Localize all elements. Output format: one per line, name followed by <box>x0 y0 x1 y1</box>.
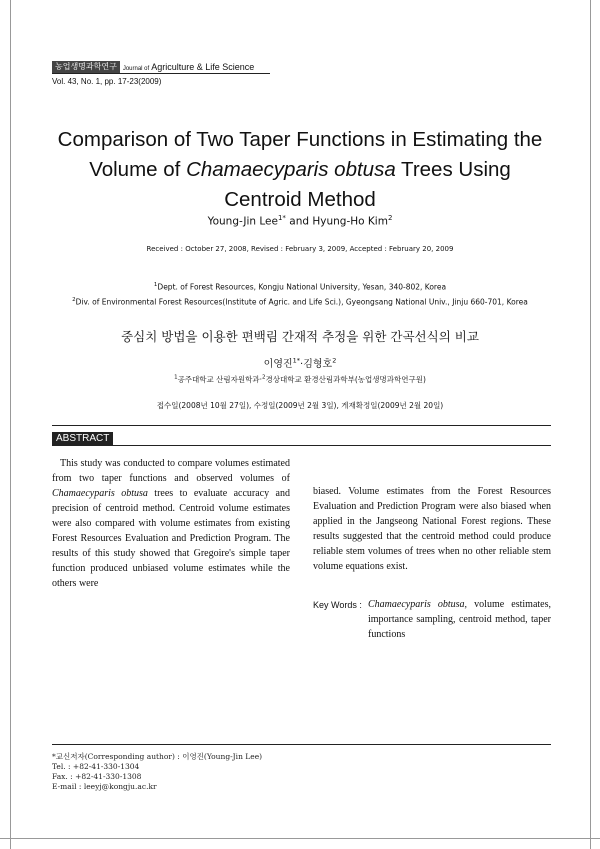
journal-tag: 농업생명과학연구 <box>52 61 120 73</box>
title-line-1: Comparison of Two Taper Functions in Estimating the <box>57 128 543 151</box>
korean-author-2-sup: 2 <box>332 356 337 365</box>
keywords-rest: volume estimates, importance sampling, centroid method, taper functions <box>368 599 551 640</box>
abstract-left-pre: This study was conducted to compare volumes estimated from two taper functions and observed volumes of <box>52 458 290 484</box>
paper-title <box>40 125 560 215</box>
footnote-corresponding: *교신저자(Corresponding author) : 이영진(Young-Jin Lee) <box>52 752 263 761</box>
journal-header <box>52 61 254 73</box>
received-dates: Received : October 27, 2008, Revised : February 3, 2009, Accepted : February 20, 2009 <box>146 245 454 253</box>
abstract-left-post: trees to evaluate accuracy and precision of centroid method. Centroid volume estimates were also compared with volume estimates from existing Forest Resources Evaluation and Prediction Program. The results of this study showed that Gregoire's simple taper function produced unbiased volume estimates while the others were <box>52 488 290 589</box>
affil-1: Dept. of Forest Resources, Kongju National University, Yesan, 340-802, Korea <box>157 282 447 292</box>
keywords-text <box>368 597 551 642</box>
abstract-right-text: biased. Volume estimates from the Forest Resources Evaluation and Prediction Program were also biased when applied in the Jangseong National Forest regions. These results suggested that the centroid method could produce reliable stem volumes of trees when no other reliable stem volume equations exist. <box>313 486 551 572</box>
footnote-tel: Tel. : +82-41-330-1304 <box>52 762 140 771</box>
affiliations <box>40 279 560 308</box>
korean-affiliations <box>0 374 600 385</box>
abstract-heading: ABSTRACT <box>52 432 113 446</box>
author-2-sup: 2 <box>387 214 393 222</box>
footnote <box>52 752 262 792</box>
keywords-label: Key Words : <box>313 600 362 610</box>
abstract-top-rule <box>52 425 551 426</box>
page-left-border <box>10 0 11 849</box>
korean-author-1-sup: 1* <box>292 356 301 365</box>
author-1: Young-Jin Lee <box>207 215 278 228</box>
page-bottom-border <box>0 838 600 839</box>
title-line-2-post: Trees Using <box>395 158 511 181</box>
korean-affil-1: 공주대학교 산림자원학과· <box>177 375 263 384</box>
korean-title: 중심치 방법을 이용한 편백림 간재적 추정을 위한 간곡선식의 비교 <box>121 329 479 344</box>
korean-received-dates: 접수일(2008년 10월 27일), 수정일(2009년 2월 3일), 게재확정일(2009년 2월 20일) <box>156 401 444 410</box>
keywords-species: Chamaecyparis obtusa, <box>368 599 468 610</box>
affil-2: Div. of Environmental Forest Resources(Institute of Agric. and Life Sci.), Gyeongsang National Univ., Jinju 660-701, Korea <box>75 297 528 306</box>
korean-author-2: 김형호 <box>303 359 333 370</box>
volume-line: Vol. 43, No. 1, pp. 17-23(2009) <box>52 77 162 86</box>
abstract-bottom-rule <box>52 445 551 446</box>
korean-author-sep: · <box>300 359 304 370</box>
journal-title: Agriculture & Life Science <box>151 62 255 72</box>
author-line <box>0 214 600 228</box>
abstract-right-column <box>313 484 551 574</box>
title-species: Chamaecyparis obtusa <box>186 158 396 181</box>
korean-author-1: 이영진 <box>263 359 293 370</box>
author-1-sup: 1* <box>277 214 286 222</box>
journal-prefix: Journal of <box>122 66 150 72</box>
title-line-2-pre: Volume of <box>89 158 187 181</box>
page-right-border <box>590 0 591 849</box>
korean-authors <box>0 355 600 370</box>
title-line-3: Centroid Method <box>224 188 376 211</box>
abstract-species: Chamaecyparis obtusa <box>52 488 148 499</box>
footnote-email: E-mail : leeyj@kongju.ac.kr <box>52 782 157 791</box>
author-2: Hyung-Ho Kim <box>312 215 388 228</box>
affil-2-sup: 2 <box>72 296 76 303</box>
journal-name <box>123 62 254 72</box>
abstract-left-column <box>52 456 290 591</box>
abstract-left-text <box>52 456 290 591</box>
korean-affil-2: 경상대학교 환경산림과학부(농업생명과학연구원) <box>265 375 426 384</box>
korean-affil-1-sup: 1 <box>174 374 178 381</box>
footnote-fax: Fax. : +82-41-330-1308 <box>52 772 142 781</box>
journal-rule <box>52 73 270 74</box>
author-and: and <box>285 215 313 228</box>
affil-1-sup: 1 <box>153 282 158 288</box>
korean-affil-2-sup: 2 <box>262 374 266 381</box>
footnote-rule <box>52 744 551 745</box>
